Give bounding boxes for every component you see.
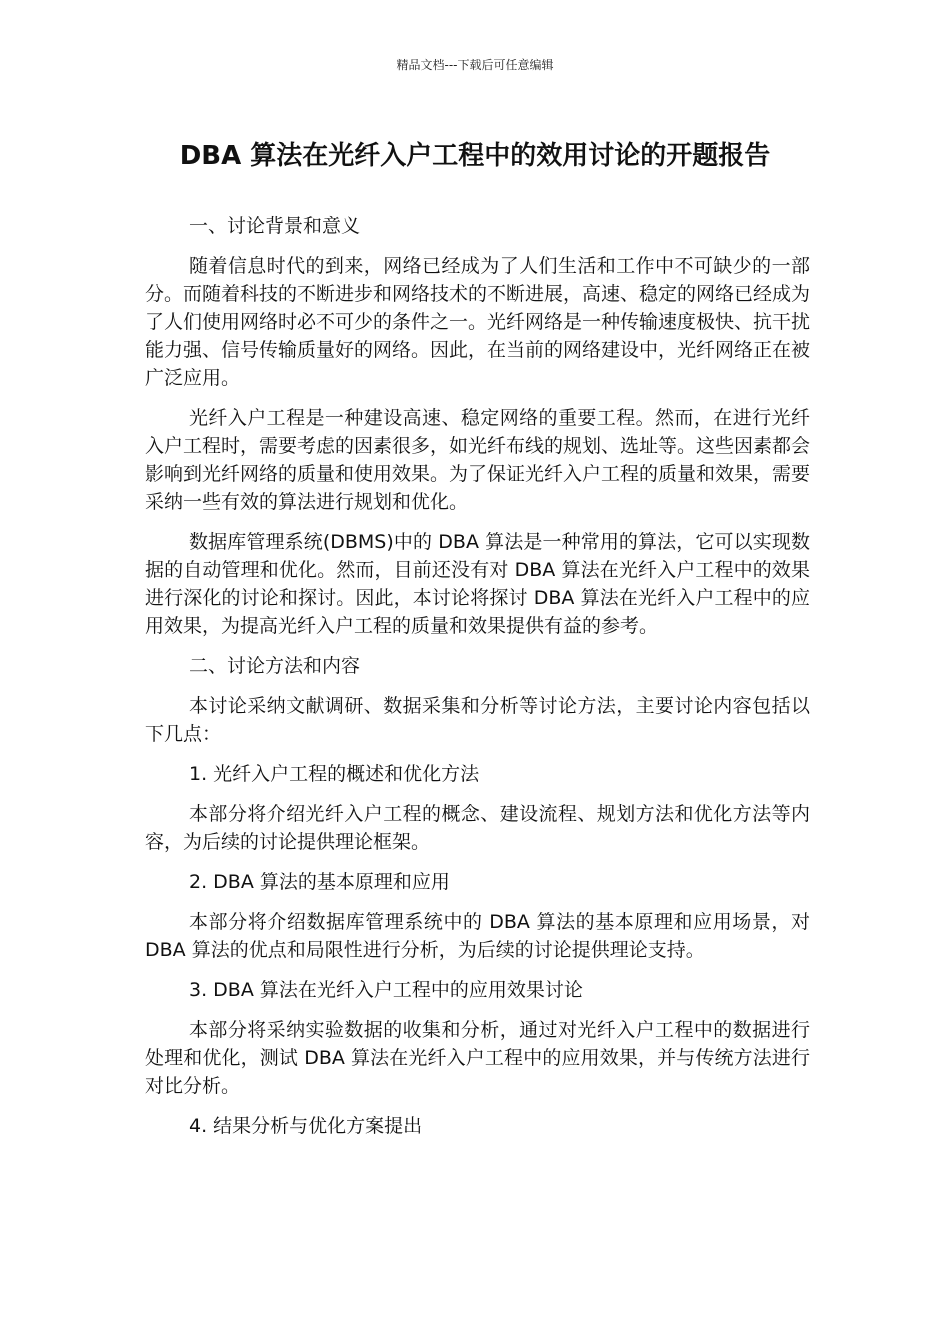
paragraph: 光纤入户工程是一种建设高速、稳定网络的重要工程。然而，在进行光纤入户工程时，需要考虑的因素很多，如光纤布线的规划、选址等。这些因素都会影响到光纤网络的质量和使用效果。为了保证光纤入户工程的质量和效果，需要采纳一些有效的算法进行规划和优化。 [145, 407, 811, 513]
subsection-heading: 3. DBA 算法在光纤入户工程中的应用效果讨论 [189, 979, 583, 1001]
section-heading: 二、讨论方法和内容 [189, 655, 361, 677]
subsection-heading: 2. DBA 算法的基本原理和应用 [189, 871, 450, 893]
paragraph: 本部分将采纳实验数据的收集和分析，通过对光纤入户工程中的数据进行处理和优化，测试 DBA 算法在光纤入户工程中的应用效果，并与传统方法进行对比分析。 [145, 1019, 810, 1097]
paragraph: 本部分将介绍数据库管理系统中的 DBA 算法的基本原理和应用场景，对 DBA 算法的优点和局限性进行分析，为后续的讨论提供理论支持。 [145, 911, 810, 961]
section-heading: 一、讨论背景和意义 [189, 215, 361, 237]
document-title: DBA 算法在光纤入户工程中的效用讨论的开题报告 [179, 141, 771, 171]
header-note: 精品文档---下载后可任意编辑 [396, 58, 554, 72]
subsection-heading: 4. 结果分析与优化方案提出 [189, 1115, 423, 1137]
subsection-heading: 1. 光纤入户工程的概述和优化方法 [189, 763, 480, 785]
document-body [145, 212, 810, 1152]
paragraph: 本部分将介绍光纤入户工程的概念、建设流程、规划方法和优化方法等内容，为后续的讨论提供理论框架。 [145, 803, 810, 853]
paragraph: 随着信息时代的到来，网络已经成为了人们生活和工作中不可缺少的一部分。而随着科技的不断进步和网络技术的不断进展，高速、稳定的网络已经成为了人们使用网络时必不可少的条件之一。光纤网络是一种传输速度极快、抗干扰能力强、信号传输质量好的网络。因此，在当前的网络建设中，光纤网络正在被广泛应用。 [145, 255, 811, 389]
paragraph: 数据库管理系统(DBMS)中的 DBA 算法是一种常用的算法，它可以实现数据的自动管理和优化。然而，目前还没有对 DBA 算法在光纤入户工程中的效果进行深化的讨论和探讨。因此，本讨论将探讨 DBA 算法在光纤入户工程中的应用效果，为提高光纤入户工程的质量和效果提供有益的参考。 [145, 531, 810, 637]
paragraph: 本讨论采纳文献调研、数据采集和分析等讨论方法，主要讨论内容包括以下几点： [145, 695, 810, 745]
